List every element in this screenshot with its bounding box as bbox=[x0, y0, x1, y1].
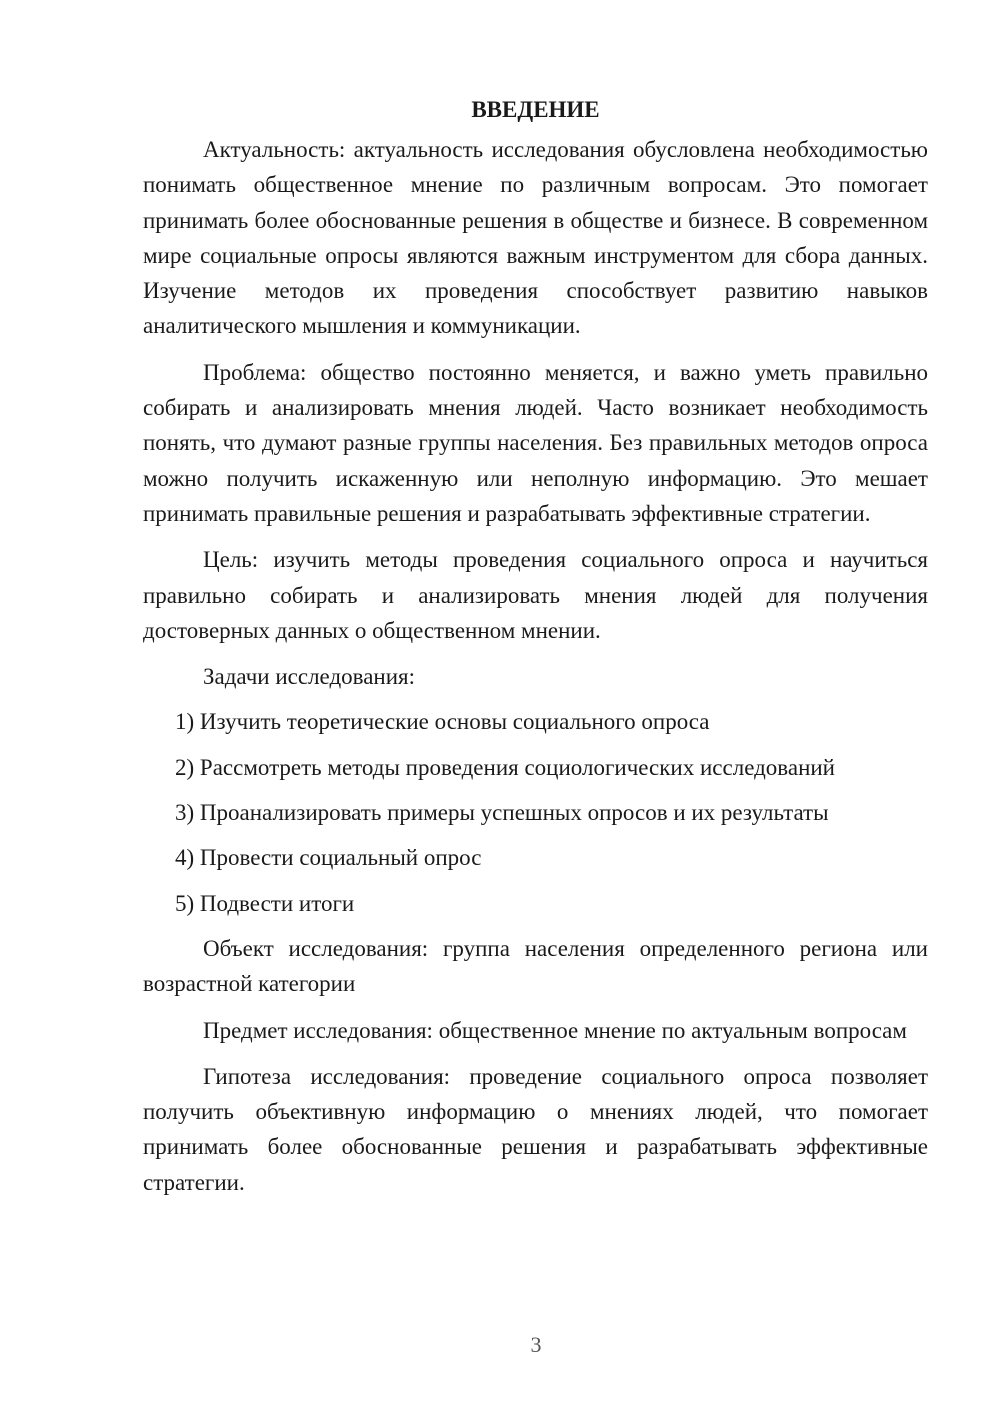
tasks-list bbox=[143, 704, 928, 920]
paragraph-hypothesis: Гипотеза исследования: проведение социального опроса позволяет получить объективную информацию о мнениях людей, что помогает принимать более обоснованные решения и разрабатывать эффективные стратегии. bbox=[143, 1063, 928, 1195]
page-title: ВВЕДЕНИЕ bbox=[471, 97, 600, 122]
list-item: 3) Проанализировать примеры успешных опросов и их результаты bbox=[175, 800, 829, 826]
page-number: 3 bbox=[530, 1332, 542, 1357]
tasks-heading: Задачи исследования: bbox=[203, 664, 416, 690]
list-item: 2) Рассмотреть методы проведения социологических исследований bbox=[175, 754, 835, 780]
paragraph-subject: Предмет исследования: общественное мнение по актуальным вопросам bbox=[203, 1017, 907, 1043]
paragraph-relevance: Актуальность: актуальность исследования обусловлена необходимостью понимать общественное мнение по различным вопросам. Это помогает принимать более обоснованные решения в обществе и бизнесе. В современном мире социальные опросы являются важным инструментом для сбора данных. Изучение методов их проведения способствует развитию навыков аналитического мышления и коммуникации. bbox=[143, 137, 928, 339]
paragraph-goal: Цель: изучить методы проведения социального опроса и научиться правильно собирать и анализировать мнения людей для получения достоверных данных о общественном мнении. bbox=[143, 547, 928, 643]
list-item: 4) Провести социальный опрос bbox=[175, 845, 482, 871]
list-item: 5) Подвести итоги bbox=[175, 890, 355, 916]
document-page bbox=[143, 92, 928, 1211]
paragraph-object: Объект исследования: группа населения определенного региона или возрастной категории bbox=[143, 935, 928, 997]
list-item: 1) Изучить теоретические основы социального опроса bbox=[175, 709, 710, 735]
paragraph-problem: Проблема: общество постоянно меняется, и важно уметь правильно собирать и анализировать мнения людей. Часто возникает необходимость понять, что думают разные группы населения. Без правильных методов опроса можно получить искаженную или неполную информацию. Это мешает принимать правильные решения и разрабатывать эффективные стратегии. bbox=[143, 359, 928, 526]
